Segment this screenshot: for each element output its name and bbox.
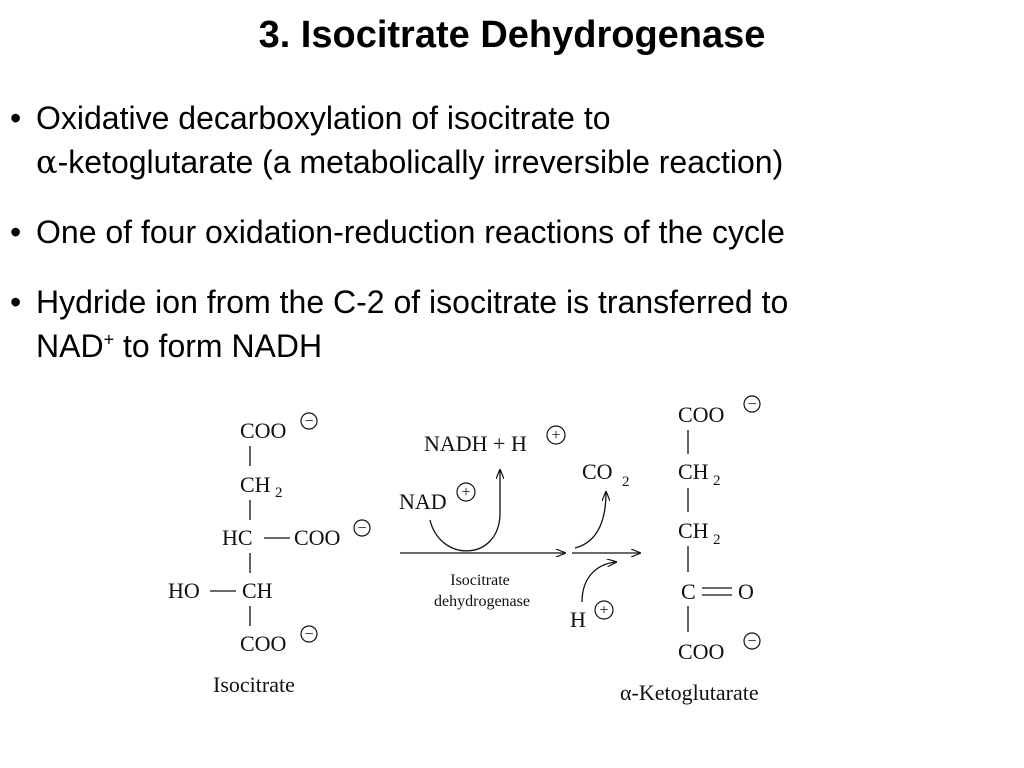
proton-uptake-arrow: [582, 562, 616, 602]
minus-sign: −: [304, 626, 314, 643]
slide-title: 3. Isocitrate Dehydrogenase: [258, 14, 766, 56]
ch2-group: CH: [240, 472, 271, 497]
isocitrate-caption: Isocitrate: [213, 672, 295, 697]
bullet-symbol: •: [10, 214, 22, 250]
subscript: 2: [713, 473, 721, 489]
co2-release-arrow: [575, 492, 606, 548]
subscript: 2: [622, 474, 630, 490]
alpha-symbol: α: [620, 680, 632, 705]
bullet-symbol: •: [10, 100, 22, 136]
minus-sign: −: [357, 520, 367, 537]
bullet-text-part: to form NADH: [114, 328, 323, 364]
coo-group: COO: [240, 631, 287, 656]
ch2-group: CH: [678, 459, 709, 484]
subscript: 2: [275, 485, 283, 501]
nad-superscript: +: [103, 329, 115, 350]
enzyme-label: dehydrogenase: [434, 593, 530, 610]
caption-text: -Ketoglutarate: [631, 680, 759, 705]
nad-label: NAD: [399, 489, 447, 514]
coo-group: COO: [240, 418, 287, 443]
plus-sign: +: [551, 427, 561, 444]
ketoglutarate-structure: [620, 396, 760, 705]
ch2-group: CH: [678, 518, 709, 543]
coo-group: COO: [678, 639, 725, 664]
minus-sign: −: [304, 413, 314, 430]
subscript: 2: [713, 532, 721, 548]
enzyme-label: Isocitrate: [450, 572, 510, 589]
bullet-symbol: •: [10, 284, 22, 320]
isocitrate-structure: [168, 413, 370, 697]
ch-group: CH: [242, 578, 273, 603]
carbonyl-carbon: C: [681, 579, 696, 604]
plus-sign: +: [599, 602, 609, 619]
minus-sign: −: [747, 396, 757, 413]
bullet-text: One of four oxidation-reduction reactions of the cycle: [36, 214, 785, 250]
h-label: H: [570, 607, 586, 632]
bullet-text-part: -ketoglutarate (a metabolically irreversible reaction): [57, 144, 784, 180]
coo-group: COO: [294, 525, 341, 550]
ketoglutarate-caption: [620, 680, 759, 705]
co2-label: CO: [582, 459, 613, 484]
alpha-symbol: α: [36, 143, 58, 181]
coo-group: COO: [678, 402, 725, 427]
plus-sign: +: [461, 484, 471, 501]
bullet-text-part: Oxidative decarboxylation of isocitrate to: [36, 100, 611, 136]
nad-label: NAD: [36, 328, 104, 364]
minus-sign: −: [747, 633, 757, 650]
hc-group: HC: [222, 525, 253, 550]
reaction-arrows: [399, 426, 640, 632]
carbonyl-oxygen: O: [738, 579, 754, 604]
nadh-label: NADH + H: [424, 431, 527, 456]
bullet-text-part: Hydride ion from the C-2 of isocitrate is transferred to: [36, 284, 789, 320]
ho-group: HO: [168, 578, 200, 603]
